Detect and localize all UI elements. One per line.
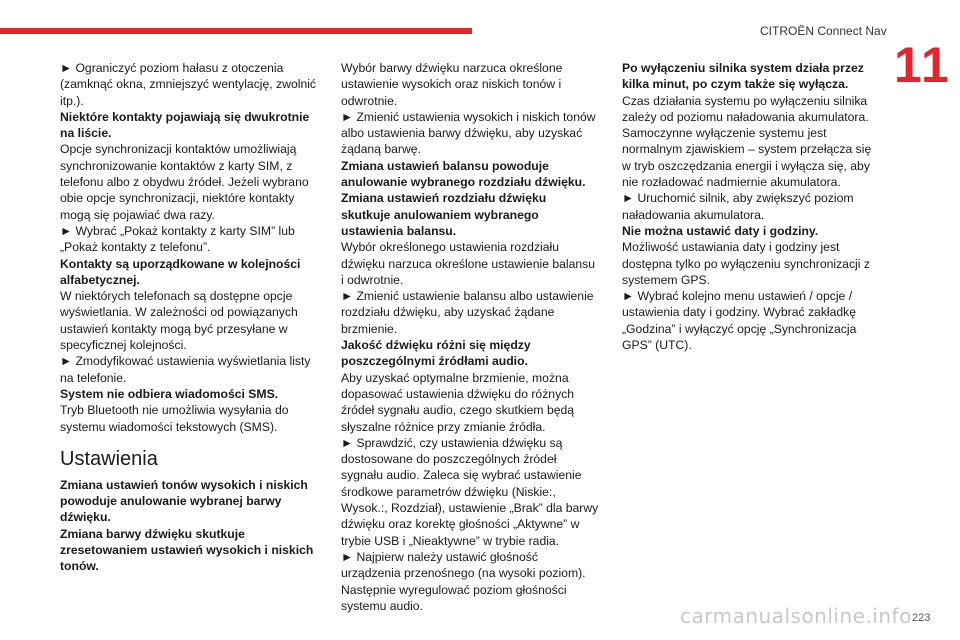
page-number: 223 xyxy=(912,612,931,624)
paragraph: Możliwość ustawiania daty i godziny jest dostępna tylko po wyłączeniu synchronizacji z systemem GPS. xyxy=(622,240,870,287)
paragraph-heading: Po wyłączeniu silnika system działa przez kilka minut, po czym także się wyłącza. xyxy=(622,61,864,92)
paragraph-heading: Jakość dźwięku różni się między poszczególnymi źródłami audio. xyxy=(341,338,531,369)
paragraph: ► Wybrać „Pokaż kontakty z karty SIM” lub „Pokaż kontakty z telefonu”. xyxy=(60,223,295,255)
paragraph-heading: Nie można ustawić daty i godziny. xyxy=(622,223,819,238)
section-heading: Ustawienia xyxy=(60,447,158,470)
paragraph: ► Sprawdzić, czy ustawienia dźwięku są dostosowane do poszczególnych źródeł sygnału audio. Zaleca się wybrać ustawienie środkowe parametrów dźwięku (Niskie:, Wysok.:, Rozdział), ustawienie „Brak” dla barwy dźwięku oraz korektę głośności „Aktywne” w trybie USB i „Nieaktywne” w trybie radia. xyxy=(341,435,599,548)
document-header-title: CITROËN Connect Nav xyxy=(760,24,887,38)
paragraph-heading: Zmiana barwy dźwięku skutkuje zresetowaniem ustawień wysokich i niskich tonów. xyxy=(60,526,314,574)
paragraph-heading: Niektóre kontakty pojawiają się dwukrotnie na liście. xyxy=(60,109,310,141)
paragraph-heading: System nie odbiera wiadomości SMS. xyxy=(60,386,279,401)
paragraph: ► Ograniczyć poziom hałasu z otoczenia (zamknąć okna, zmniejszyć wentylację, zwolnić itp.). xyxy=(60,61,317,108)
paragraph-heading: Zmiana ustawień rozdziału dźwięku skutkuje anulowaniem wybranego ustawienia balansu. xyxy=(341,191,547,238)
header-accent-bar xyxy=(0,28,472,34)
paragraph: Samoczynne wyłączenie systemu jest normalnym zjawiskiem – system przełącza się w tryb oszczędzania energii i wyłącza się, aby nie rozładować nadmiernie akumulatora. xyxy=(622,126,872,190)
paragraph: ► Wybrać kolejno menu ustawień / opcje / ustawienia daty i godziny. Wybrać zakładkę „Godzina” i wyłączyć opcję „Synchronizacja GPS” (UTC). xyxy=(622,289,857,353)
column-2 xyxy=(341,60,599,614)
paragraph: Tryb Bluetooth nie umożliwia wysyłania do systemu wiadomości tekstowych (SMS). xyxy=(60,403,289,434)
paragraph: ► Uruchomić silnik, aby zwiększyć poziom naładowania akumulatora. xyxy=(622,191,854,222)
column-3 xyxy=(622,60,880,353)
column-1 xyxy=(60,60,318,575)
watermark-text: carmanualsonline.info xyxy=(680,604,912,628)
paragraph-heading: Zmiana ustawień tonów wysokich i niskich powoduje anulowanie wybranej barwy dźwięku. xyxy=(60,477,308,525)
paragraph: ► Zmienić ustawienia wysokich i niskich tonów albo ustawienia barwy dźwięku, aby uzyskać żądaną barwę. xyxy=(341,109,596,157)
chapter-number: 11 xyxy=(894,37,951,93)
paragraph: ► Najpierw należy ustawić głośność urządzenia przenośnego (na wysoki poziom). Następnie wyregulować poziom głośności systemu audio. xyxy=(341,549,586,613)
paragraph: ► Zmienić ustawienie balansu albo ustawienie rozdziału dźwięku, aby uzyskać żądane brzmienie. xyxy=(341,289,594,336)
paragraph: ► Zmodyfikować ustawienia wyświetlania listy na telefonie. xyxy=(60,354,311,385)
paragraph: Wybór określonego ustawienia rozdziału dźwięku narzuca określone ustawienie balansu i odwrotnie. xyxy=(341,240,596,287)
paragraph: Aby uzyskać optymalne brzmienie, można dopasować ustawienia dźwięku do różnych źródeł sygnału audio, czego skutkiem będą słyszalne różnice przy zmianie źródła. xyxy=(341,370,575,434)
paragraph: W niektórych telefonach są dostępne opcje wyświetlania. W zależności od powiązanych ustawień kontakty mogą być przesyłane w specyficznej kolejności. xyxy=(60,289,298,353)
paragraph-heading: Zmiana ustawień balansu powoduje anulowanie wybranego rozdziału dźwięku. xyxy=(341,158,586,190)
paragraph: Wybór barwy dźwięku narzuca określone ustawienie wysokich oraz niskich tonów i odwrotnie. xyxy=(341,61,563,108)
paragraph: Czas działania systemu po wyłączeniu silnika zależy od poziomu naładowania akumulatora. xyxy=(622,93,869,124)
paragraph: Opcje synchronizacji kontaktów umożliwiają synchronizowanie kontaktów z karty SIM, z telefonu albo z obydwu źródeł. Jeżeli wybrano obie opcje synchronizacji, niektóre kontakty mogą się pojawiać dwa razy. xyxy=(60,142,309,222)
paragraph-heading: Kontakty są uporządkowane w kolejności alfabetycznej. xyxy=(60,256,301,287)
